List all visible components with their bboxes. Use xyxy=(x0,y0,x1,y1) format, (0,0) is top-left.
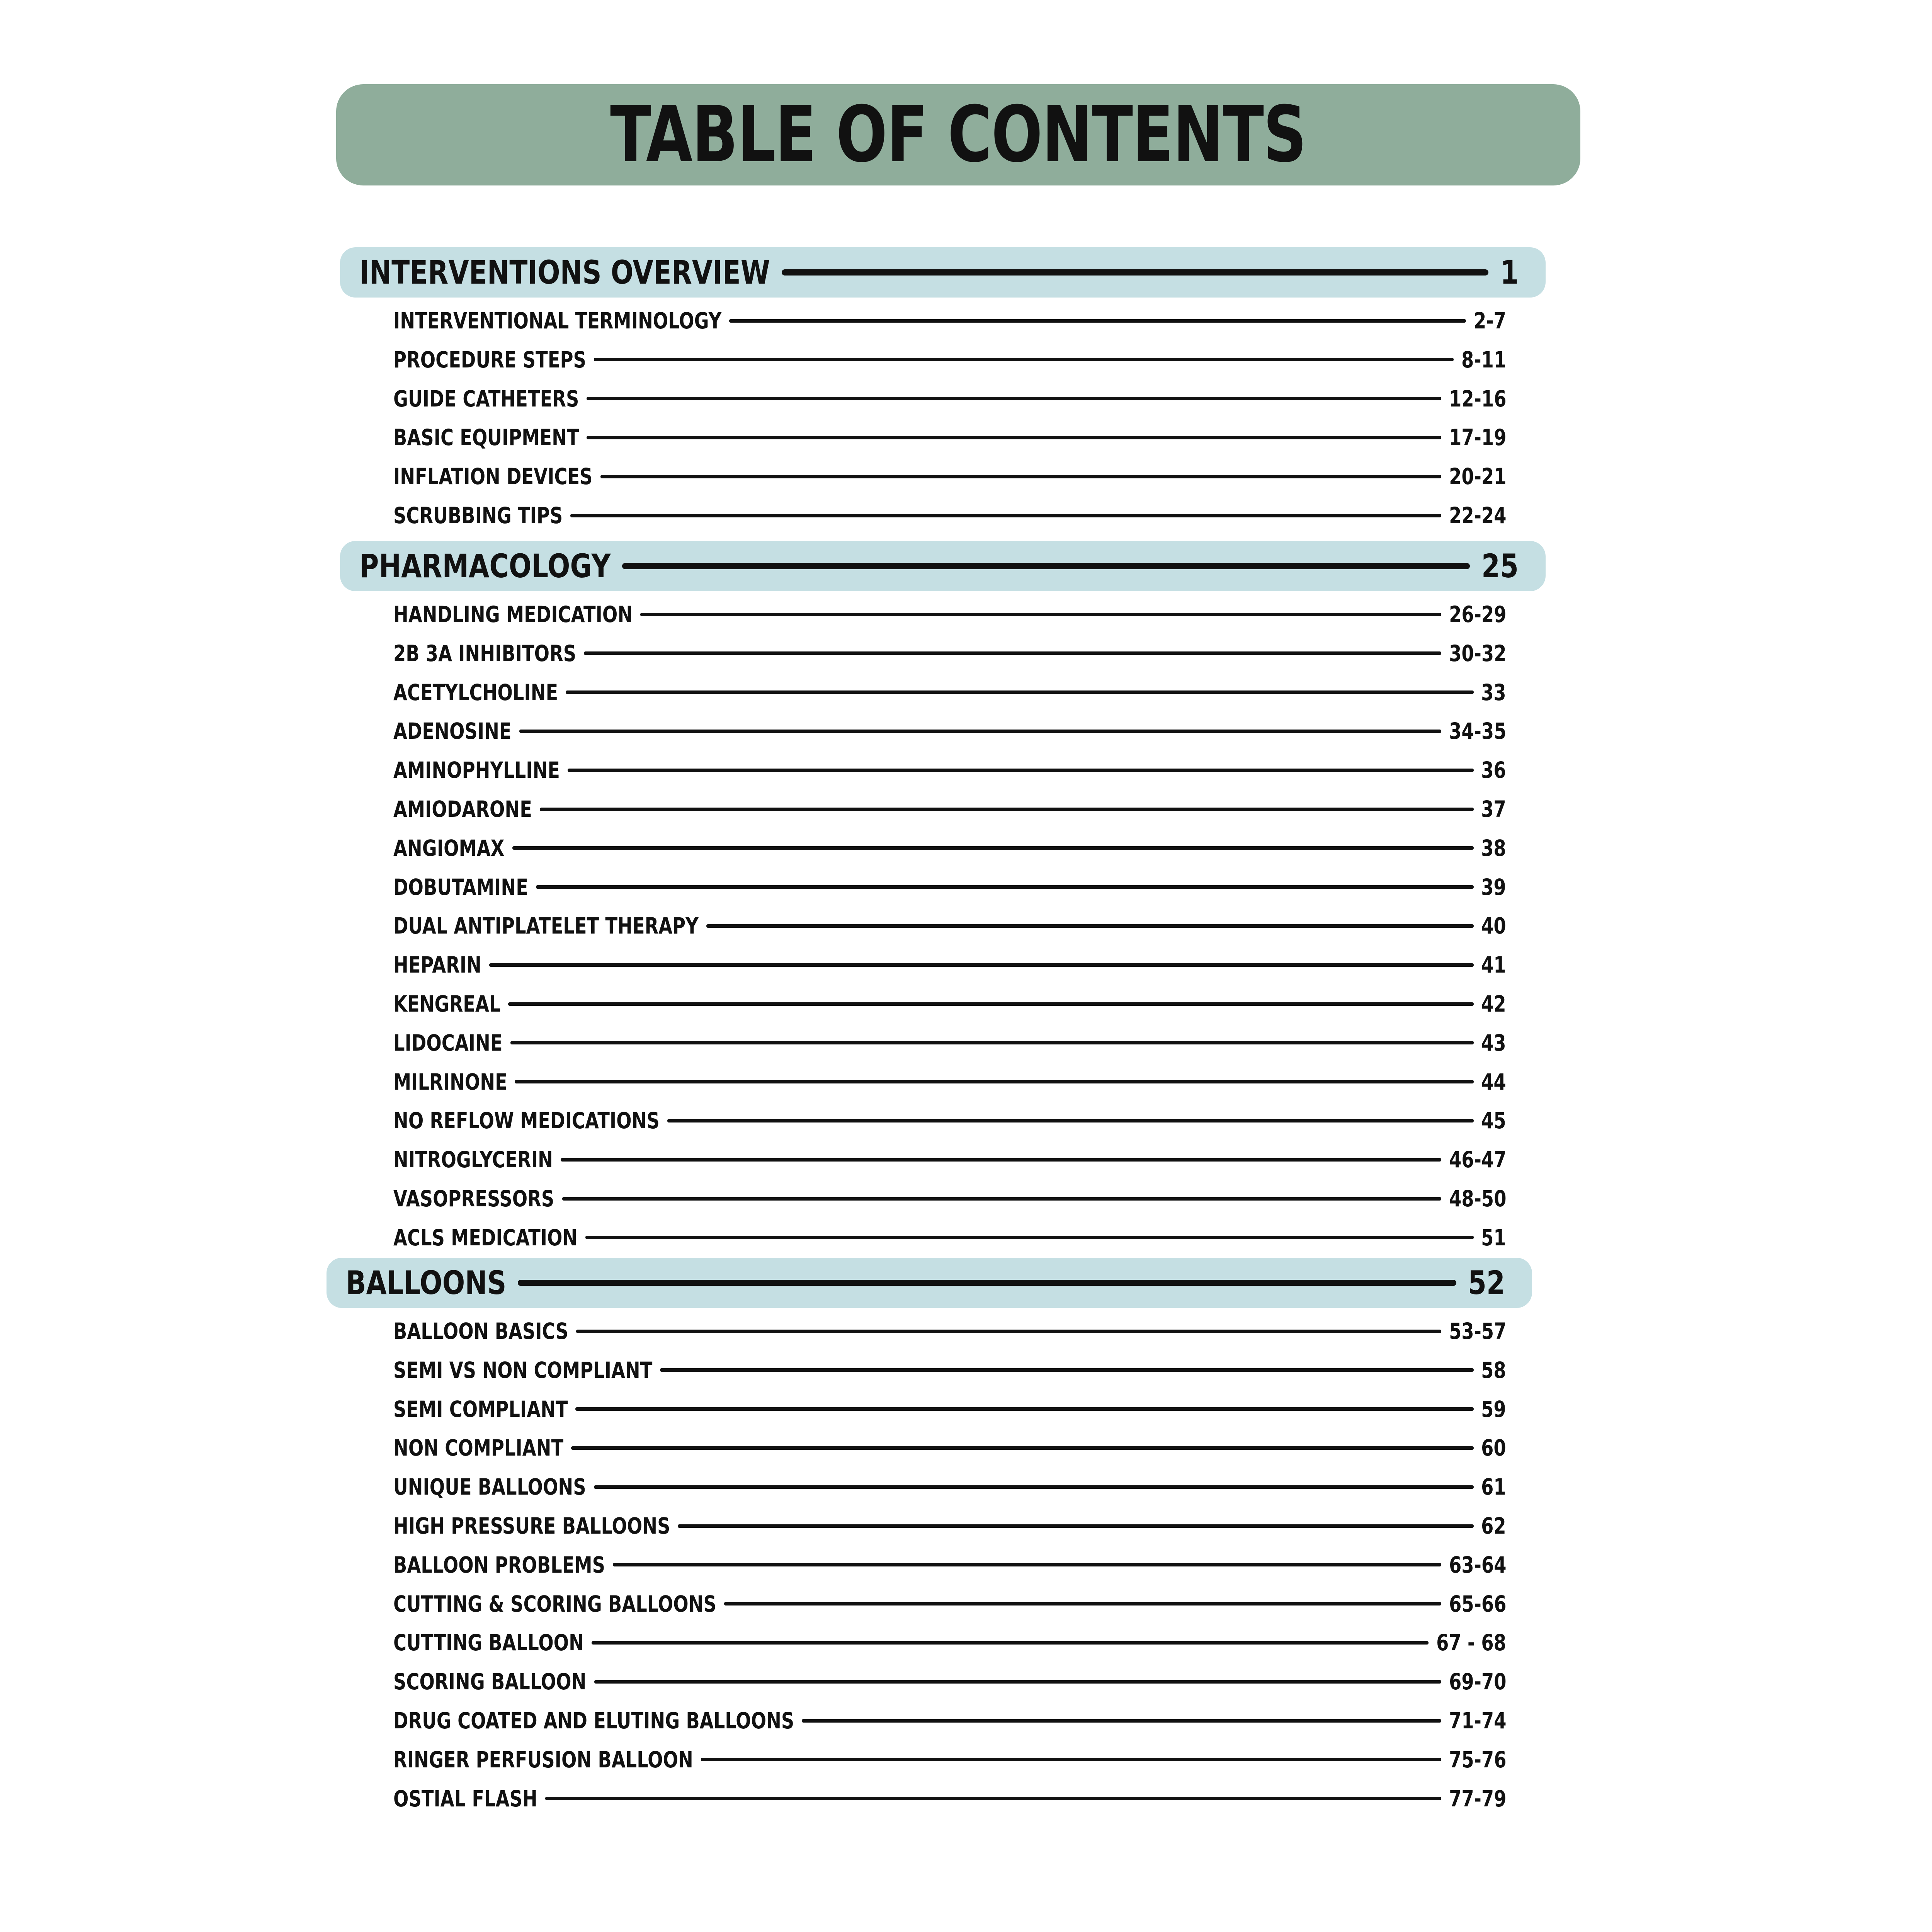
entry-title: CUTTING & SCORING BALLOONS xyxy=(393,1590,716,1617)
toc-entry[interactable] xyxy=(393,383,1506,414)
entry-title: UNIQUE BALLOONS xyxy=(393,1474,586,1500)
toc-entry[interactable] xyxy=(393,1588,1506,1619)
section-heading[interactable] xyxy=(327,1258,1532,1308)
entry-page-number: 37 xyxy=(1481,796,1506,822)
entry-title: DOBUTAMINE xyxy=(393,874,528,900)
entry-page-number: 40 xyxy=(1481,913,1506,939)
leader-line xyxy=(576,1330,1441,1333)
leader-line xyxy=(584,651,1441,655)
entry-page-number: 65-66 xyxy=(1449,1590,1506,1617)
entry-page-number: 77-79 xyxy=(1449,1785,1506,1812)
toc-entry[interactable] xyxy=(393,794,1506,825)
toc-entry[interactable] xyxy=(393,1316,1506,1347)
toc-entry[interactable] xyxy=(393,1510,1506,1541)
toc-entry[interactable] xyxy=(393,1222,1506,1253)
entry-title: KENGREAL xyxy=(393,991,501,1017)
entry-title: HANDLING MEDICATION xyxy=(393,601,633,628)
leader-line xyxy=(536,885,1474,889)
toc-entry[interactable] xyxy=(393,1432,1506,1463)
entry-title: AMIODARONE xyxy=(393,796,532,822)
leader-line xyxy=(515,1080,1473,1083)
toc-entry[interactable] xyxy=(393,1627,1506,1658)
entry-title: AMINOPHYLLINE xyxy=(393,757,560,784)
section-page-number: 52 xyxy=(1468,1264,1505,1302)
entry-page-number: 71-74 xyxy=(1449,1708,1506,1734)
entry-title: 2B 3A INHIBITORS xyxy=(393,640,577,667)
toc-entry[interactable] xyxy=(393,988,1506,1019)
leader-line xyxy=(622,563,1470,569)
toc-entry[interactable] xyxy=(393,872,1506,903)
leader-line xyxy=(512,846,1474,850)
entry-page-number: 43 xyxy=(1481,1029,1506,1056)
toc-entry[interactable] xyxy=(393,1744,1506,1775)
leader-line xyxy=(613,1563,1441,1566)
entry-page-number: 59 xyxy=(1481,1396,1506,1422)
toc-entry[interactable] xyxy=(393,1783,1506,1814)
leader-line xyxy=(640,613,1441,616)
entry-page-number: 44 xyxy=(1481,1068,1506,1095)
toc-entry[interactable] xyxy=(393,910,1506,941)
entry-page-number: 42 xyxy=(1481,991,1506,1017)
entry-page-number: 60 xyxy=(1481,1435,1506,1461)
entry-title: VASOPRESSORS xyxy=(393,1185,554,1212)
leader-line xyxy=(667,1119,1474,1122)
entry-title: SEMI COMPLIANT xyxy=(393,1396,568,1422)
toc-entry[interactable] xyxy=(393,1705,1506,1736)
entry-title: SCORING BALLOON xyxy=(393,1668,587,1695)
entry-page-number: 48-50 xyxy=(1449,1185,1506,1212)
entry-page-number: 75-76 xyxy=(1449,1746,1506,1773)
entry-title: ACLS MEDICATION xyxy=(393,1224,578,1251)
toc-entry[interactable] xyxy=(393,755,1506,786)
entry-title: RINGER PERFUSION BALLOON xyxy=(393,1746,693,1773)
leader-line xyxy=(587,436,1441,439)
leader-line xyxy=(562,1197,1441,1201)
entry-title: INTERVENTIONAL TERMINOLOGY xyxy=(393,308,722,334)
toc-entry[interactable] xyxy=(393,1666,1506,1697)
leader-line xyxy=(568,769,1474,772)
leader-line xyxy=(600,475,1441,478)
toc-entry[interactable] xyxy=(393,1144,1506,1175)
toc-entry[interactable] xyxy=(393,599,1506,630)
entry-title: BALLOON PROBLEMS xyxy=(393,1551,605,1578)
leader-line xyxy=(678,1524,1474,1528)
leader-line xyxy=(592,1641,1429,1645)
entry-page-number: 8-11 xyxy=(1461,346,1506,373)
entry-title: SEMI VS NON COMPLIANT xyxy=(393,1357,653,1383)
toc-entry[interactable] xyxy=(393,1394,1506,1425)
entry-title: MILRINONE xyxy=(393,1068,507,1095)
toc-entry[interactable] xyxy=(393,638,1506,669)
section-title: BALLOONS xyxy=(346,1264,507,1302)
entry-page-number: 41 xyxy=(1481,952,1506,978)
leader-line xyxy=(701,1758,1441,1761)
entry-page-number: 17-19 xyxy=(1449,424,1506,451)
section-title: INTERVENTIONS OVERVIEW xyxy=(359,253,770,291)
toc-entry[interactable] xyxy=(393,677,1506,708)
entry-title: HIGH PRESSURE BALLOONS xyxy=(393,1513,670,1539)
leader-line xyxy=(660,1368,1473,1372)
entry-page-number: 67 - 68 xyxy=(1436,1629,1506,1656)
entry-title: ANGIOMAX xyxy=(393,835,505,861)
entry-page-number: 46-47 xyxy=(1449,1146,1506,1173)
leader-line xyxy=(518,1280,1456,1286)
leader-line xyxy=(706,924,1474,928)
entry-page-number: 62 xyxy=(1481,1513,1506,1539)
entry-page-number: 45 xyxy=(1481,1107,1506,1134)
toc-entry[interactable] xyxy=(393,1027,1506,1058)
entry-title: OSTIAL FLASH xyxy=(393,1785,537,1812)
entry-page-number: 30-32 xyxy=(1449,640,1506,667)
leader-line xyxy=(594,1680,1441,1684)
toc-entry[interactable] xyxy=(393,949,1506,980)
entry-page-number: 53-57 xyxy=(1449,1318,1506,1344)
leader-line xyxy=(508,1002,1473,1006)
toc-entry[interactable] xyxy=(393,1183,1506,1214)
leader-line xyxy=(570,514,1441,517)
entry-page-number: 63-64 xyxy=(1449,1551,1506,1578)
leader-line xyxy=(566,690,1474,694)
toc-entry[interactable] xyxy=(393,1066,1506,1097)
entry-page-number: 12-16 xyxy=(1449,385,1506,412)
toc-entry[interactable] xyxy=(393,344,1506,375)
entry-title: NO REFLOW MEDICATIONS xyxy=(393,1107,660,1134)
toc-entry[interactable] xyxy=(393,833,1506,864)
entry-title: NON COMPLIANT xyxy=(393,1435,564,1461)
leader-line xyxy=(489,963,1474,967)
leader-line xyxy=(540,808,1474,811)
entry-title: GUIDE CATHETERS xyxy=(393,385,579,412)
entry-title: SCRUBBING TIPS xyxy=(393,502,563,529)
entry-page-number: 61 xyxy=(1481,1474,1506,1500)
toc-entry[interactable] xyxy=(393,1549,1506,1580)
leader-line xyxy=(561,1158,1441,1162)
entry-title: DUAL ANTIPLATELET THERAPY xyxy=(393,913,699,939)
entry-title: PROCEDURE STEPS xyxy=(393,346,586,373)
entry-title: ACETYLCHOLINE xyxy=(393,679,558,706)
page-title: TABLE OF CONTENTS xyxy=(610,90,1306,180)
entry-title: INFLATION DEVICES xyxy=(393,463,593,490)
leader-line xyxy=(510,1041,1474,1044)
leader-line xyxy=(571,1446,1473,1450)
toc-entry[interactable] xyxy=(393,422,1506,453)
entry-page-number: 33 xyxy=(1481,679,1506,706)
toc-entry[interactable] xyxy=(393,716,1506,747)
leader-line xyxy=(575,1407,1474,1411)
entry-title: BALLOON BASICS xyxy=(393,1318,568,1344)
leader-line xyxy=(594,358,1454,361)
section-page-number: 25 xyxy=(1481,547,1519,585)
section-title: PHARMACOLOGY xyxy=(359,547,611,585)
leader-line xyxy=(729,319,1466,323)
toc-entry[interactable] xyxy=(393,1355,1506,1386)
entry-page-number: 58 xyxy=(1481,1357,1506,1383)
leader-line xyxy=(594,1485,1474,1489)
entry-page-number: 26-29 xyxy=(1449,601,1506,628)
section-heading[interactable] xyxy=(340,247,1546,298)
entry-page-number: 34-35 xyxy=(1449,718,1506,745)
entry-page-number: 20-21 xyxy=(1449,463,1506,490)
leader-line xyxy=(519,730,1441,733)
entry-title: DRUG COATED AND ELUTING BALLOONS xyxy=(393,1708,794,1734)
entry-page-number: 38 xyxy=(1481,835,1506,861)
leader-line xyxy=(782,269,1488,276)
leader-line xyxy=(802,1719,1441,1723)
toc-entry[interactable] xyxy=(393,461,1506,492)
entry-page-number: 39 xyxy=(1481,874,1506,900)
section-heading[interactable] xyxy=(340,541,1546,591)
entry-title: NITROGLYCERIN xyxy=(393,1146,553,1173)
leader-line xyxy=(724,1602,1441,1605)
leader-line xyxy=(545,1797,1441,1800)
toc-entry[interactable] xyxy=(393,305,1506,336)
entry-page-number: 22-24 xyxy=(1449,502,1506,529)
entry-title: CUTTING BALLOON xyxy=(393,1629,584,1656)
entry-title: ADENOSINE xyxy=(393,718,512,745)
entry-page-number: 69-70 xyxy=(1449,1668,1506,1695)
leader-line xyxy=(587,397,1441,400)
section-page-number: 1 xyxy=(1500,253,1519,291)
toc-entry[interactable] xyxy=(393,1105,1506,1136)
toc-entry[interactable] xyxy=(393,500,1506,531)
entry-title: HEPARIN xyxy=(393,952,482,978)
entry-page-number: 36 xyxy=(1481,757,1506,784)
entry-page-number: 51 xyxy=(1481,1224,1506,1251)
toc-entry[interactable] xyxy=(393,1471,1506,1502)
leader-line xyxy=(585,1236,1474,1239)
entry-title: BASIC EQUIPMENT xyxy=(393,424,579,451)
entry-title: LIDOCAINE xyxy=(393,1029,503,1056)
entry-page-number: 2-7 xyxy=(1474,308,1506,334)
